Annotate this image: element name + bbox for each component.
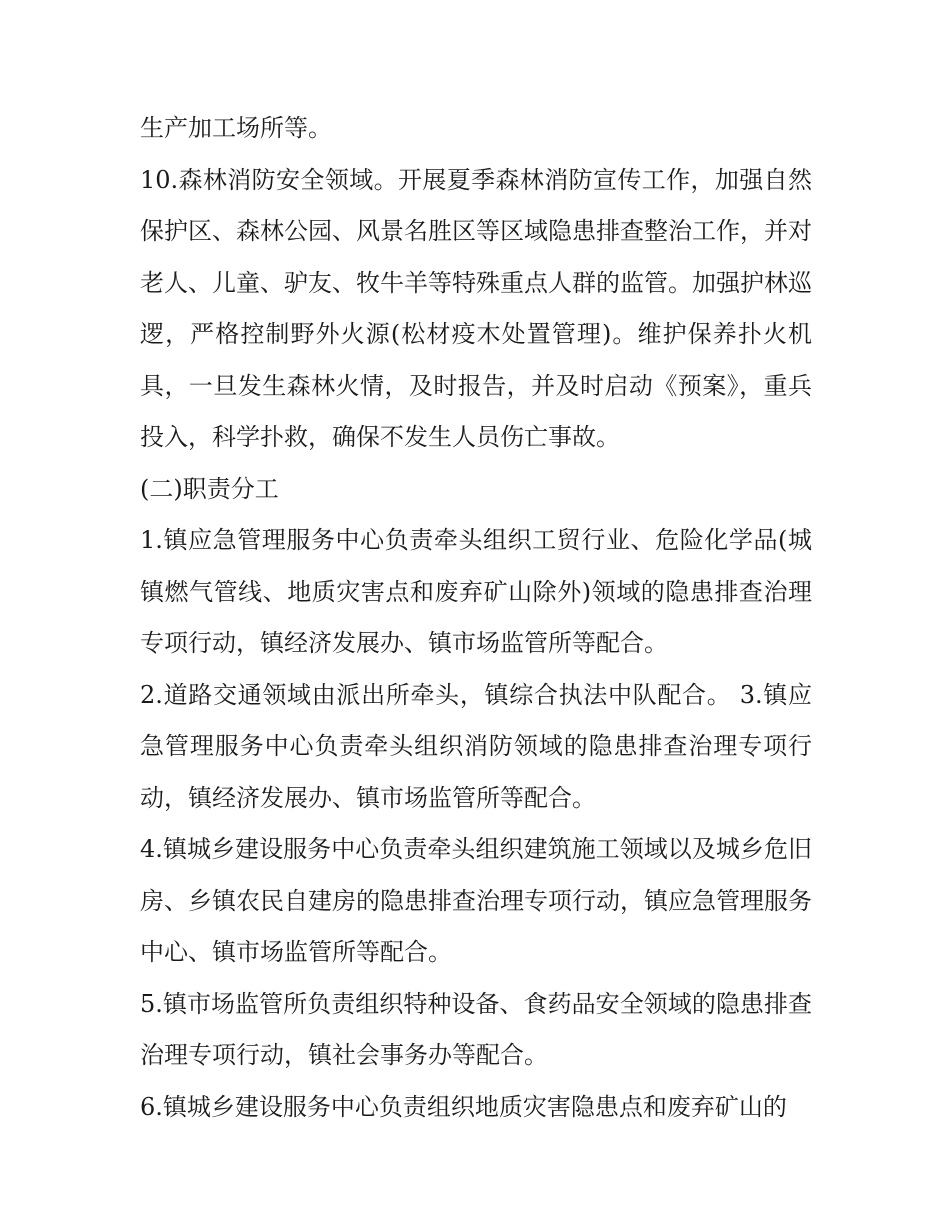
paragraph-duty-5: 5.镇市场监管所负责组织特种设备、食药品安全领域的隐患排查治理专项行动，镇社会事务办等配合。	[140, 989, 812, 1069]
document-body	[140, 103, 812, 1133]
paragraph-duty-2-3: 2.道路交通领域由派出所牵头，镇综合执法中队配合。 3.镇应急管理服务中心负责牵头组织消防领域的隐患排查治理专项行动，镇经济发展办、镇市场监管所等配合。	[140, 680, 812, 812]
section-heading-duties: (二)职责分工	[140, 474, 279, 503]
paragraph-duty-4: 4.镇城乡建设服务中心负责牵头组织建筑施工领域以及城乡危旧房、乡镇农民自建房的隐患排查治理专项行动，镇应急管理服务中心、镇市场监管所等配合。	[140, 835, 812, 966]
paragraph-duty-6: 6.镇城乡建设服务中心负责组织地质灾害隐患点和废弃矿山的	[140, 1092, 787, 1121]
paragraph-continuation: 生产加工场所等。	[140, 114, 332, 142]
paragraph-duty-1: 1.镇应急管理服务中心负责牵头组织工贸行业、危险化学品(城镇燃气管线、地质灾害点和废弃矿山除外)领域的隐患排查治理专项行动，镇经济发展办、镇市场监管所等配合。	[140, 526, 812, 657]
paragraph-forest-fire-safety: 10.森林消防安全领域。开展夏季森林消防宣传工作，加强自然保护区、森林公园、风景名胜区等区域隐患排查整治工作，并对老人、儿童、驴友、牧牛羊等特殊重点人群的监管。加强护林巡逻，严格控制野外火源(松材疫木处置管理)。维护保养扑火机具，一旦发生森林火情，及时报告，并及时启动《预案》，重兵投入，科学扑救，确保不发生人员伤亡事故。	[140, 165, 812, 451]
